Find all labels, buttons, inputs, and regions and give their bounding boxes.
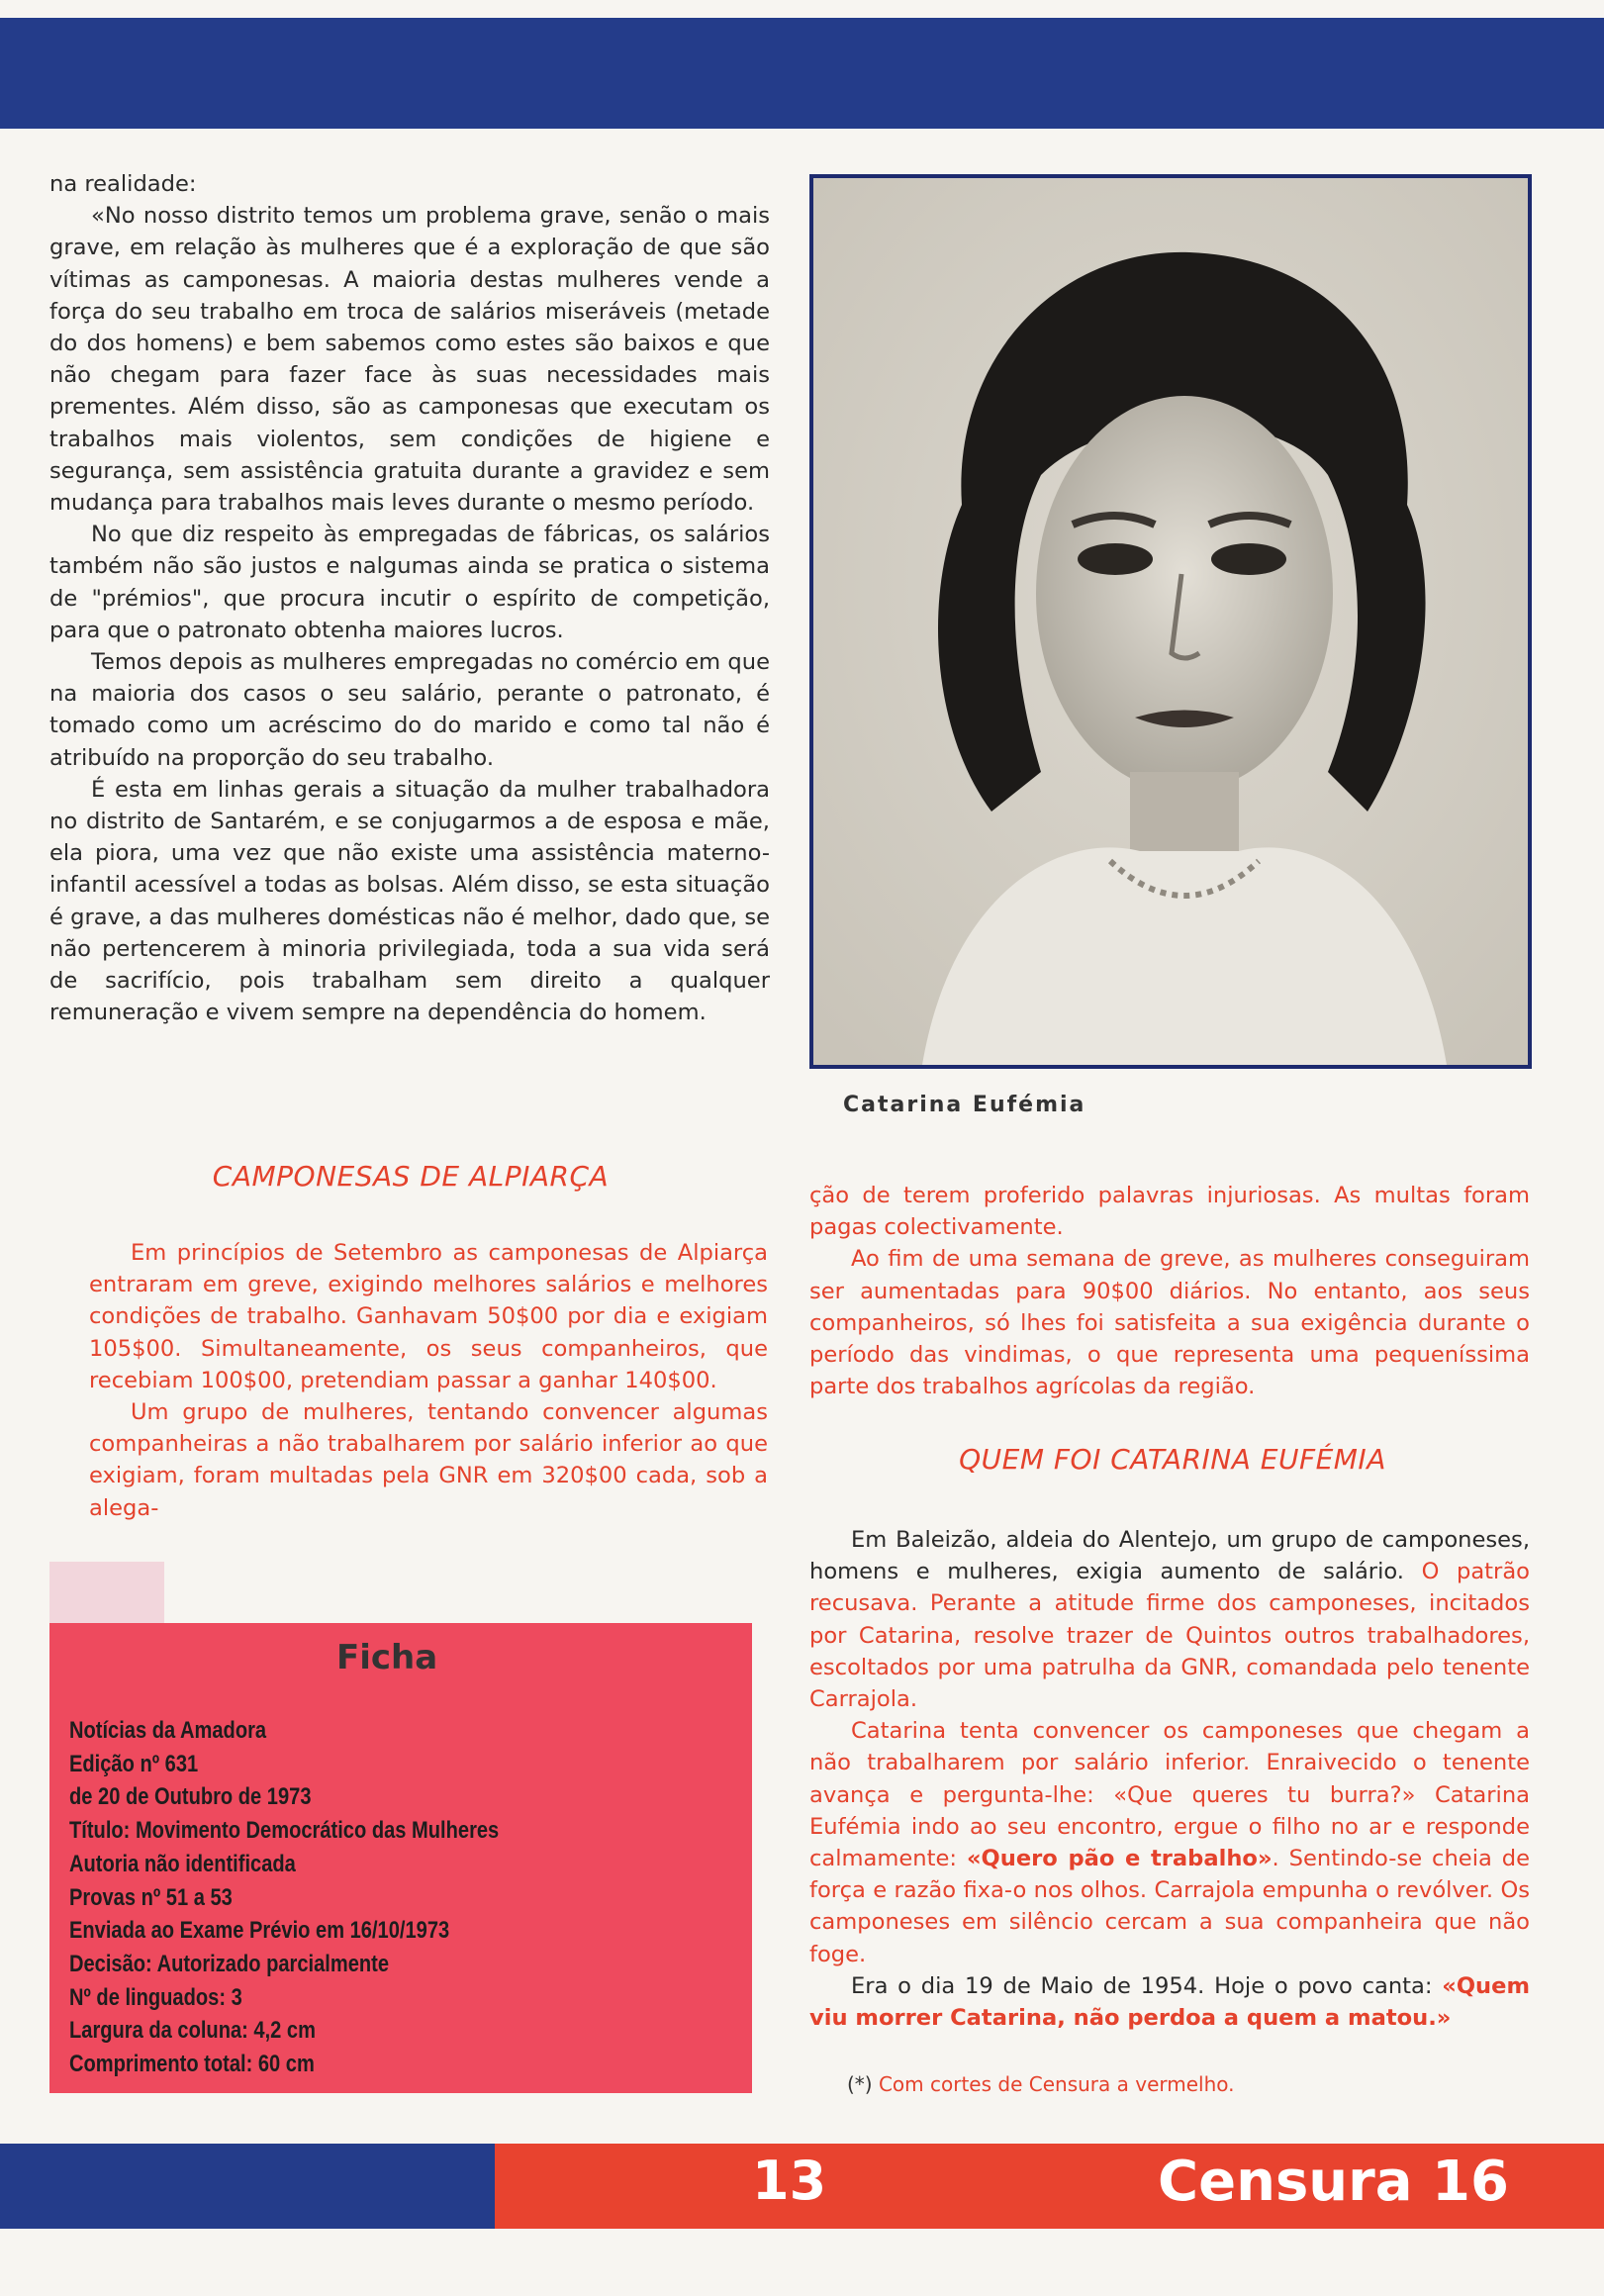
- photo-caption: Catarina Eufémia: [843, 1093, 1086, 1117]
- paragraph: Em princípios de Setembro as camponesas de Alpiarça entraram em greve, exigindo melhores salários e melhores condições de trabalho. Ganhavam 50$00 por dia e exigiam 105$00. Simultaneamente, os seus companheiros, que recebiam 100$00, pretendiam passar a ganhar 140$00.: [89, 1240, 768, 1393]
- paragraph-black: Era o dia 19 de Maio de 1954. Hoje o povo canta:: [851, 1972, 1443, 1999]
- left-column: [49, 168, 770, 1028]
- ficha-line: Nº de linguados: 3: [69, 1983, 242, 2011]
- paragraph-black: Em Baleizão, aldeia do Alentejo, um grupo de camponeses, homens e mulheres, exigia aumento de salário.: [809, 1527, 1530, 1585]
- portrait-image: [813, 178, 1528, 1065]
- paragraph: No que diz respeito às empregadas de fábricas, os salários também não são justos e nalgumas ainda se pratica o sistema de "prémios", que procura incutir o espírito de competição, para que o patronato obtenha maiores lucros.: [49, 522, 770, 643]
- paragraph: «No nosso distrito temos um problema grave, senão o mais grave, em relação às mulheres que é a exploração de que são vítimas as camponesas. A maioria destas mulheres vende a força do seu trabalho em troca de salários miseráveis (metade do dos homens) e bem sabemos como estes são baixos e que não chegam para fazer face às suas necessidades mais prementes. Além disso, são as camponesas que executam os trabalhos mais violentos, sem condições de higiene e segurança, sem assistência gratuita durante a gravidez e sem mudança para trabalhos mais leves durante o mesmo período.: [49, 203, 770, 517]
- alpiarca-continued: [809, 1180, 1530, 1402]
- ficha-line: Notícias da Amadora: [69, 1717, 267, 1744]
- ficha-line: Autoria não identificada: [69, 1850, 296, 1877]
- ficha-line: Largura da coluna: 4,2 cm: [69, 2017, 316, 2045]
- alpiarca-column: [89, 1237, 768, 1524]
- ficha-line: de 20 de Outubro de 1973: [69, 1783, 312, 1811]
- page-number: 13: [752, 2150, 827, 2212]
- paragraph: Um grupo de mulheres, tentando convencer algumas companheiras a não trabalharem por salário inferior ao que exigiam, foram multadas pela GNR em 320$00 cada, sob a alega-: [89, 1399, 768, 1521]
- paragraph: ção de terem proferido palavras injuriosas. As multas foram pagas colectivamente.: [809, 1183, 1530, 1241]
- quote-bold: «Quero pão e trabalho»: [966, 1846, 1273, 1872]
- ficha-line: Decisão: Autorizado parcialmente: [69, 1950, 390, 1977]
- paragraph: Ao fim de uma semana de greve, as mulheres conseguiram ser aumentadas para 90$00 diários. No entanto, aos seus companheiros, só lhes foi satisfeita a sua exigência durante o período das vindimas, o que representa uma pequeníssima parte dos trabalhos agrícolas da região.: [809, 1246, 1530, 1400]
- footnote: [847, 2072, 1235, 2096]
- paragraph-red: Catarina tenta convencer os camponeses que chegam a não trabalharem por salário inferior. Enraivecido o tenente avança e pergunta-lhe: «Que queres tu burra?» Catarina Eufémia indo ao seu encontro, ergue o filho no ar e responde calmamente:: [809, 1718, 1530, 1872]
- ficha-line: Comprimento total: 60 cm: [69, 2051, 315, 2078]
- publication-name: Censura 16: [1158, 2150, 1509, 2214]
- lead-line: na realidade:: [49, 171, 197, 197]
- footnote-text: Com cortes de Censura a vermelho.: [872, 2072, 1235, 2096]
- top-banner: [0, 18, 1604, 129]
- ficha-title: Ficha: [336, 1638, 438, 1677]
- portrait-photo: [809, 174, 1532, 1069]
- section-heading-alpiarca: CAMPONESAS DE ALPIARÇA: [212, 1160, 610, 1193]
- footer-blue-band: [0, 2144, 495, 2229]
- ficha-details: [69, 1714, 499, 2081]
- paragraph: É esta em linhas gerais a situação da mulher trabalhadora no distrito de Santarém, e se conjugarmos a de esposa e mãe, ela piora, uma vez que não existe uma assistência materno-infantil acessível a todas as bolsas. Além disso, se esta situação é grave, a das mulheres domésticas não é melhor, dado que, se não pertencerem à minoria privilegiada, toda a sua vida será de sacrifício, pois trabalham sem direito a qualquer remuneração e vivem sempre na dependência do homem.: [49, 776, 770, 1026]
- paragraph-red: . Sentindo-se cheia de força e razão fixa-o nos olhos. Carrajola empunha o revólver. Os camponeses em silêncio cercam a sua companheira que não foge.: [809, 1846, 1530, 1967]
- section-heading-catarina: QUEM FOI CATARINA EUFÉMIA: [959, 1443, 1386, 1476]
- ficha-line: Título: Movimento Democrático das Mulheres: [69, 1817, 500, 1845]
- paragraph-red: O patrão recusava. Perante a atitude firme dos camponeses, incitados por Catarina, resolve trazer de Quintos outros trabalhadores, escoltados por uma patrulha da GNR, comandada pelo tenente Carrajola.: [809, 1559, 1530, 1713]
- paragraph: Temos depois as mulheres empregadas no comércio em que na maioria dos casos o seu salário, perante o patronato, é tomado como um acréscimo do do marido e como tal não é atribuído na proporção do seu trabalho.: [49, 649, 770, 771]
- footnote-mark: (*): [847, 2072, 873, 2096]
- ficha-line: Edição nº 631: [69, 1750, 199, 1777]
- catarina-column: [809, 1524, 1530, 2034]
- ficha-line: Provas nº 51 a 53: [69, 1883, 233, 1911]
- ficha-line: Enviada ao Exame Prévio em 16/10/1973: [69, 1917, 450, 1945]
- quote-bold: «Quem viu morrer Catarina, não perdoa a quem a matou.»: [809, 1972, 1530, 2032]
